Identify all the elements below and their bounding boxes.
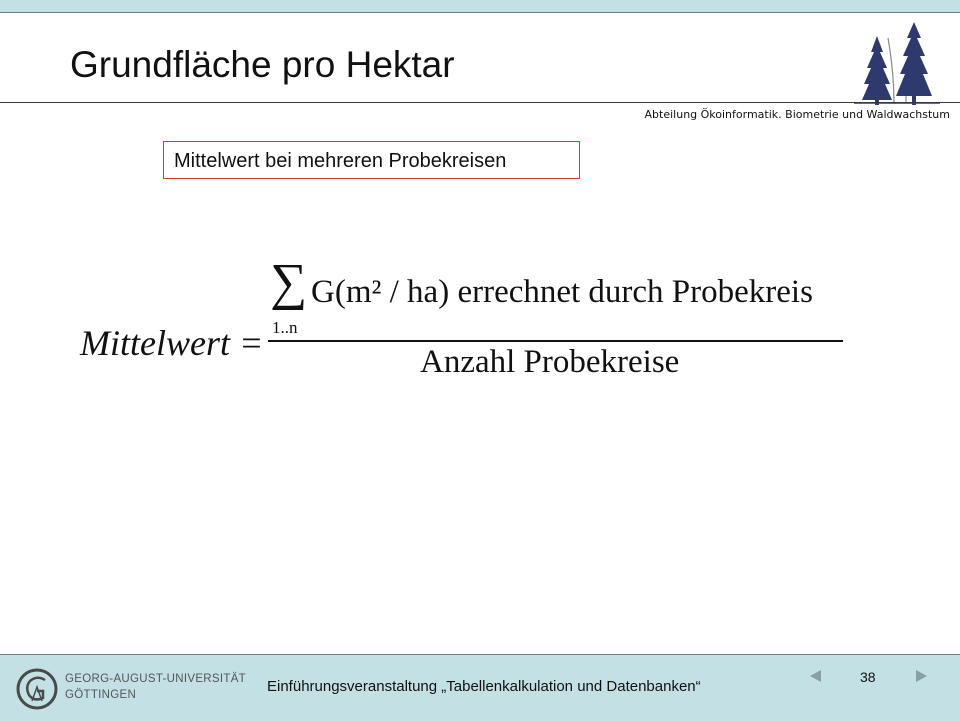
next-slide-icon[interactable] xyxy=(916,670,927,682)
slide-title: Grundfläche pro Hektar xyxy=(70,44,455,85)
formula-numerator: G(m² / ha) errechnet durch Probekreis xyxy=(311,274,813,310)
course-title: Einführungsveranstaltung „Tabellenkalkulation und Datenbanken“ xyxy=(267,678,701,695)
sum-subscript: 1..n xyxy=(272,318,298,337)
header-divider xyxy=(0,102,960,103)
fraction-line xyxy=(268,340,843,342)
trees-logo-icon xyxy=(850,18,945,105)
footer-bar xyxy=(0,654,960,721)
university-name xyxy=(65,671,246,703)
callout-box: Mittelwert bei mehreren Probekreisen xyxy=(163,141,580,179)
university-seal-icon xyxy=(15,667,59,711)
page-number: 38 xyxy=(860,669,876,685)
formula-denominator: Anzahl Probekreise xyxy=(420,344,680,380)
formula xyxy=(0,240,960,400)
department-label: Abteilung Ökoinformatik. Biometrie und Waldwachstum xyxy=(644,108,950,121)
formula-lhs: Mittelwert = xyxy=(80,323,264,363)
top-strip xyxy=(0,0,960,13)
university-name-line1: GEORG-AUGUST-UNIVERSITÄT xyxy=(65,673,246,685)
university-name-line2: GÖTTINGEN xyxy=(65,689,137,701)
previous-slide-icon[interactable] xyxy=(810,670,821,682)
sum-symbol: ∑ xyxy=(270,254,308,311)
